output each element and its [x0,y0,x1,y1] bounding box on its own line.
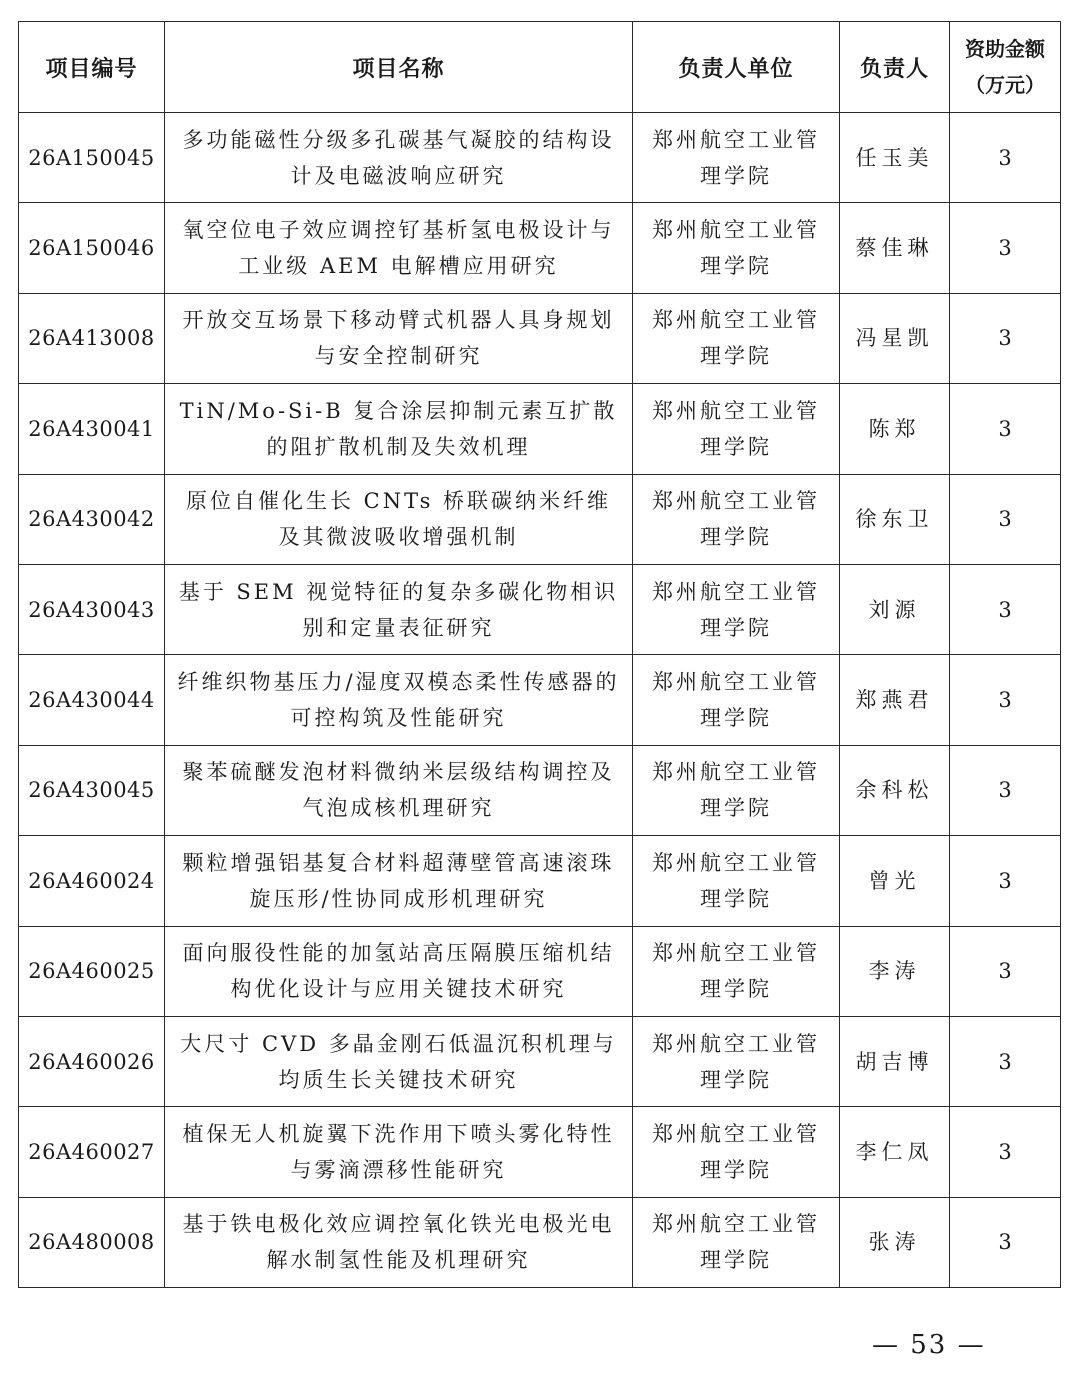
responsible-person-cell: 李仁凤 [840,1107,950,1197]
project-code-cell: 26A150045 [19,113,165,203]
responsible-unit-cell: 郑州航空工业管理学院 [633,113,840,203]
project-code-cell: 26A413008 [19,293,165,383]
table-row [19,836,1061,926]
funding-amount-cell: 3 [950,564,1061,654]
header-code: 项目编号 [19,22,165,113]
funding-amount-cell: 3 [950,926,1061,1016]
responsible-person-cell: 郑燕君 [840,655,950,745]
funding-amount-cell: 3 [950,113,1061,203]
project-name-cell: 原位自催化生长 CNTs 桥联碳纳米纤维及其微波吸收增强机制 [165,474,633,564]
header-name: 项目名称 [165,22,633,113]
project-code-cell: 26A430043 [19,564,165,654]
responsible-unit-cell: 郑州航空工业管理学院 [633,564,840,654]
project-code-cell: 26A150046 [19,203,165,293]
responsible-unit-cell: 郑州航空工业管理学院 [633,203,840,293]
project-name-cell: 聚苯硫醚发泡材料微纳米层级结构调控及气泡成核机理研究 [165,745,633,835]
header-unit: 负责人单位 [633,22,840,113]
project-name-cell: 颗粒增强铝基复合材料超薄壁管高速滚珠旋压形/性协同成形机理研究 [165,836,633,926]
funding-amount-cell: 3 [950,1016,1061,1106]
table-row [19,1107,1061,1197]
funding-amount-cell: 3 [950,655,1061,745]
table-row [19,203,1061,293]
responsible-person-cell: 张涛 [840,1197,950,1287]
responsible-unit-cell: 郑州航空工业管理学院 [633,1197,840,1287]
header-row [19,22,1061,113]
table-row [19,1016,1061,1106]
table-body [19,113,1061,1288]
project-code-cell: 26A460026 [19,1016,165,1106]
responsible-person-cell: 任玉美 [840,113,950,203]
funding-amount-cell: 3 [950,836,1061,926]
table-row [19,113,1061,203]
project-table [18,21,1061,1288]
funding-amount-cell: 3 [950,474,1061,564]
responsible-unit-cell: 郑州航空工业管理学院 [633,474,840,564]
responsible-person-cell: 刘源 [840,564,950,654]
project-name-cell: 基于铁电极化效应调控氧化铁光电极光电解水制氢性能及机理研究 [165,1197,633,1287]
project-name-cell: 纤维织物基压力/湿度双模态柔性传感器的可控构筑及性能研究 [165,655,633,745]
table-row [19,293,1061,383]
responsible-person-cell: 李涛 [840,926,950,1016]
funding-amount-cell: 3 [950,1197,1061,1287]
funding-amount-cell: 3 [950,384,1061,474]
header-amount: 资助金额（万元） [950,22,1061,113]
responsible-person-cell: 胡吉博 [840,1016,950,1106]
responsible-person-cell: 余科松 [840,745,950,835]
responsible-person-cell: 徐东卫 [840,474,950,564]
project-name-cell: 多功能磁性分级多孔碳基气凝胶的结构设计及电磁波响应研究 [165,113,633,203]
page-number: — 53 — [872,1330,986,1360]
project-code-cell: 26A460024 [19,836,165,926]
table-row [19,384,1061,474]
project-name-cell: 氧空位电子效应调控钌基析氢电极设计与工业级 AEM 电解槽应用研究 [165,203,633,293]
project-code-cell: 26A430045 [19,745,165,835]
table-row [19,745,1061,835]
project-name-cell: 大尺寸 CVD 多晶金刚石低温沉积机理与均质生长关键技术研究 [165,1016,633,1106]
table-row [19,474,1061,564]
responsible-person-cell: 蔡佳琳 [840,203,950,293]
table-row [19,564,1061,654]
responsible-unit-cell: 郑州航空工业管理学院 [633,745,840,835]
funding-amount-cell: 3 [950,293,1061,383]
project-code-cell: 26A460027 [19,1107,165,1197]
funding-amount-cell: 3 [950,203,1061,293]
project-code-cell: 26A430044 [19,655,165,745]
table-row [19,655,1061,745]
table-row [19,1197,1061,1287]
project-name-cell: 植保无人机旋翼下洗作用下喷头雾化特性与雾滴漂移性能研究 [165,1107,633,1197]
project-name-cell: TiN/Mo-Si-B 复合涂层抑制元素互扩散的阻扩散机制及失效机理 [165,384,633,474]
responsible-unit-cell: 郑州航空工业管理学院 [633,836,840,926]
project-name-cell: 开放交互场景下移动臂式机器人具身规划与安全控制研究 [165,293,633,383]
funding-amount-cell: 3 [950,1107,1061,1197]
responsible-unit-cell: 郑州航空工业管理学院 [633,384,840,474]
responsible-unit-cell: 郑州航空工业管理学院 [633,655,840,745]
table-row [19,926,1061,1016]
project-code-cell: 26A430041 [19,384,165,474]
project-code-cell: 26A430042 [19,474,165,564]
responsible-unit-cell: 郑州航空工业管理学院 [633,1107,840,1197]
project-name-cell: 基于 SEM 视觉特征的复杂多碳化物相识别和定量表征研究 [165,564,633,654]
project-code-cell: 26A460025 [19,926,165,1016]
responsible-unit-cell: 郑州航空工业管理学院 [633,293,840,383]
responsible-person-cell: 冯星凯 [840,293,950,383]
table-header [19,22,1061,113]
responsible-person-cell: 曾光 [840,836,950,926]
responsible-unit-cell: 郑州航空工业管理学院 [633,1016,840,1106]
responsible-person-cell: 陈郑 [840,384,950,474]
project-name-cell: 面向服役性能的加氢站高压隔膜压缩机结构优化设计与应用关键技术研究 [165,926,633,1016]
responsible-unit-cell: 郑州航空工业管理学院 [633,926,840,1016]
project-code-cell: 26A480008 [19,1197,165,1287]
header-person: 负责人 [840,22,950,113]
funding-amount-cell: 3 [950,745,1061,835]
